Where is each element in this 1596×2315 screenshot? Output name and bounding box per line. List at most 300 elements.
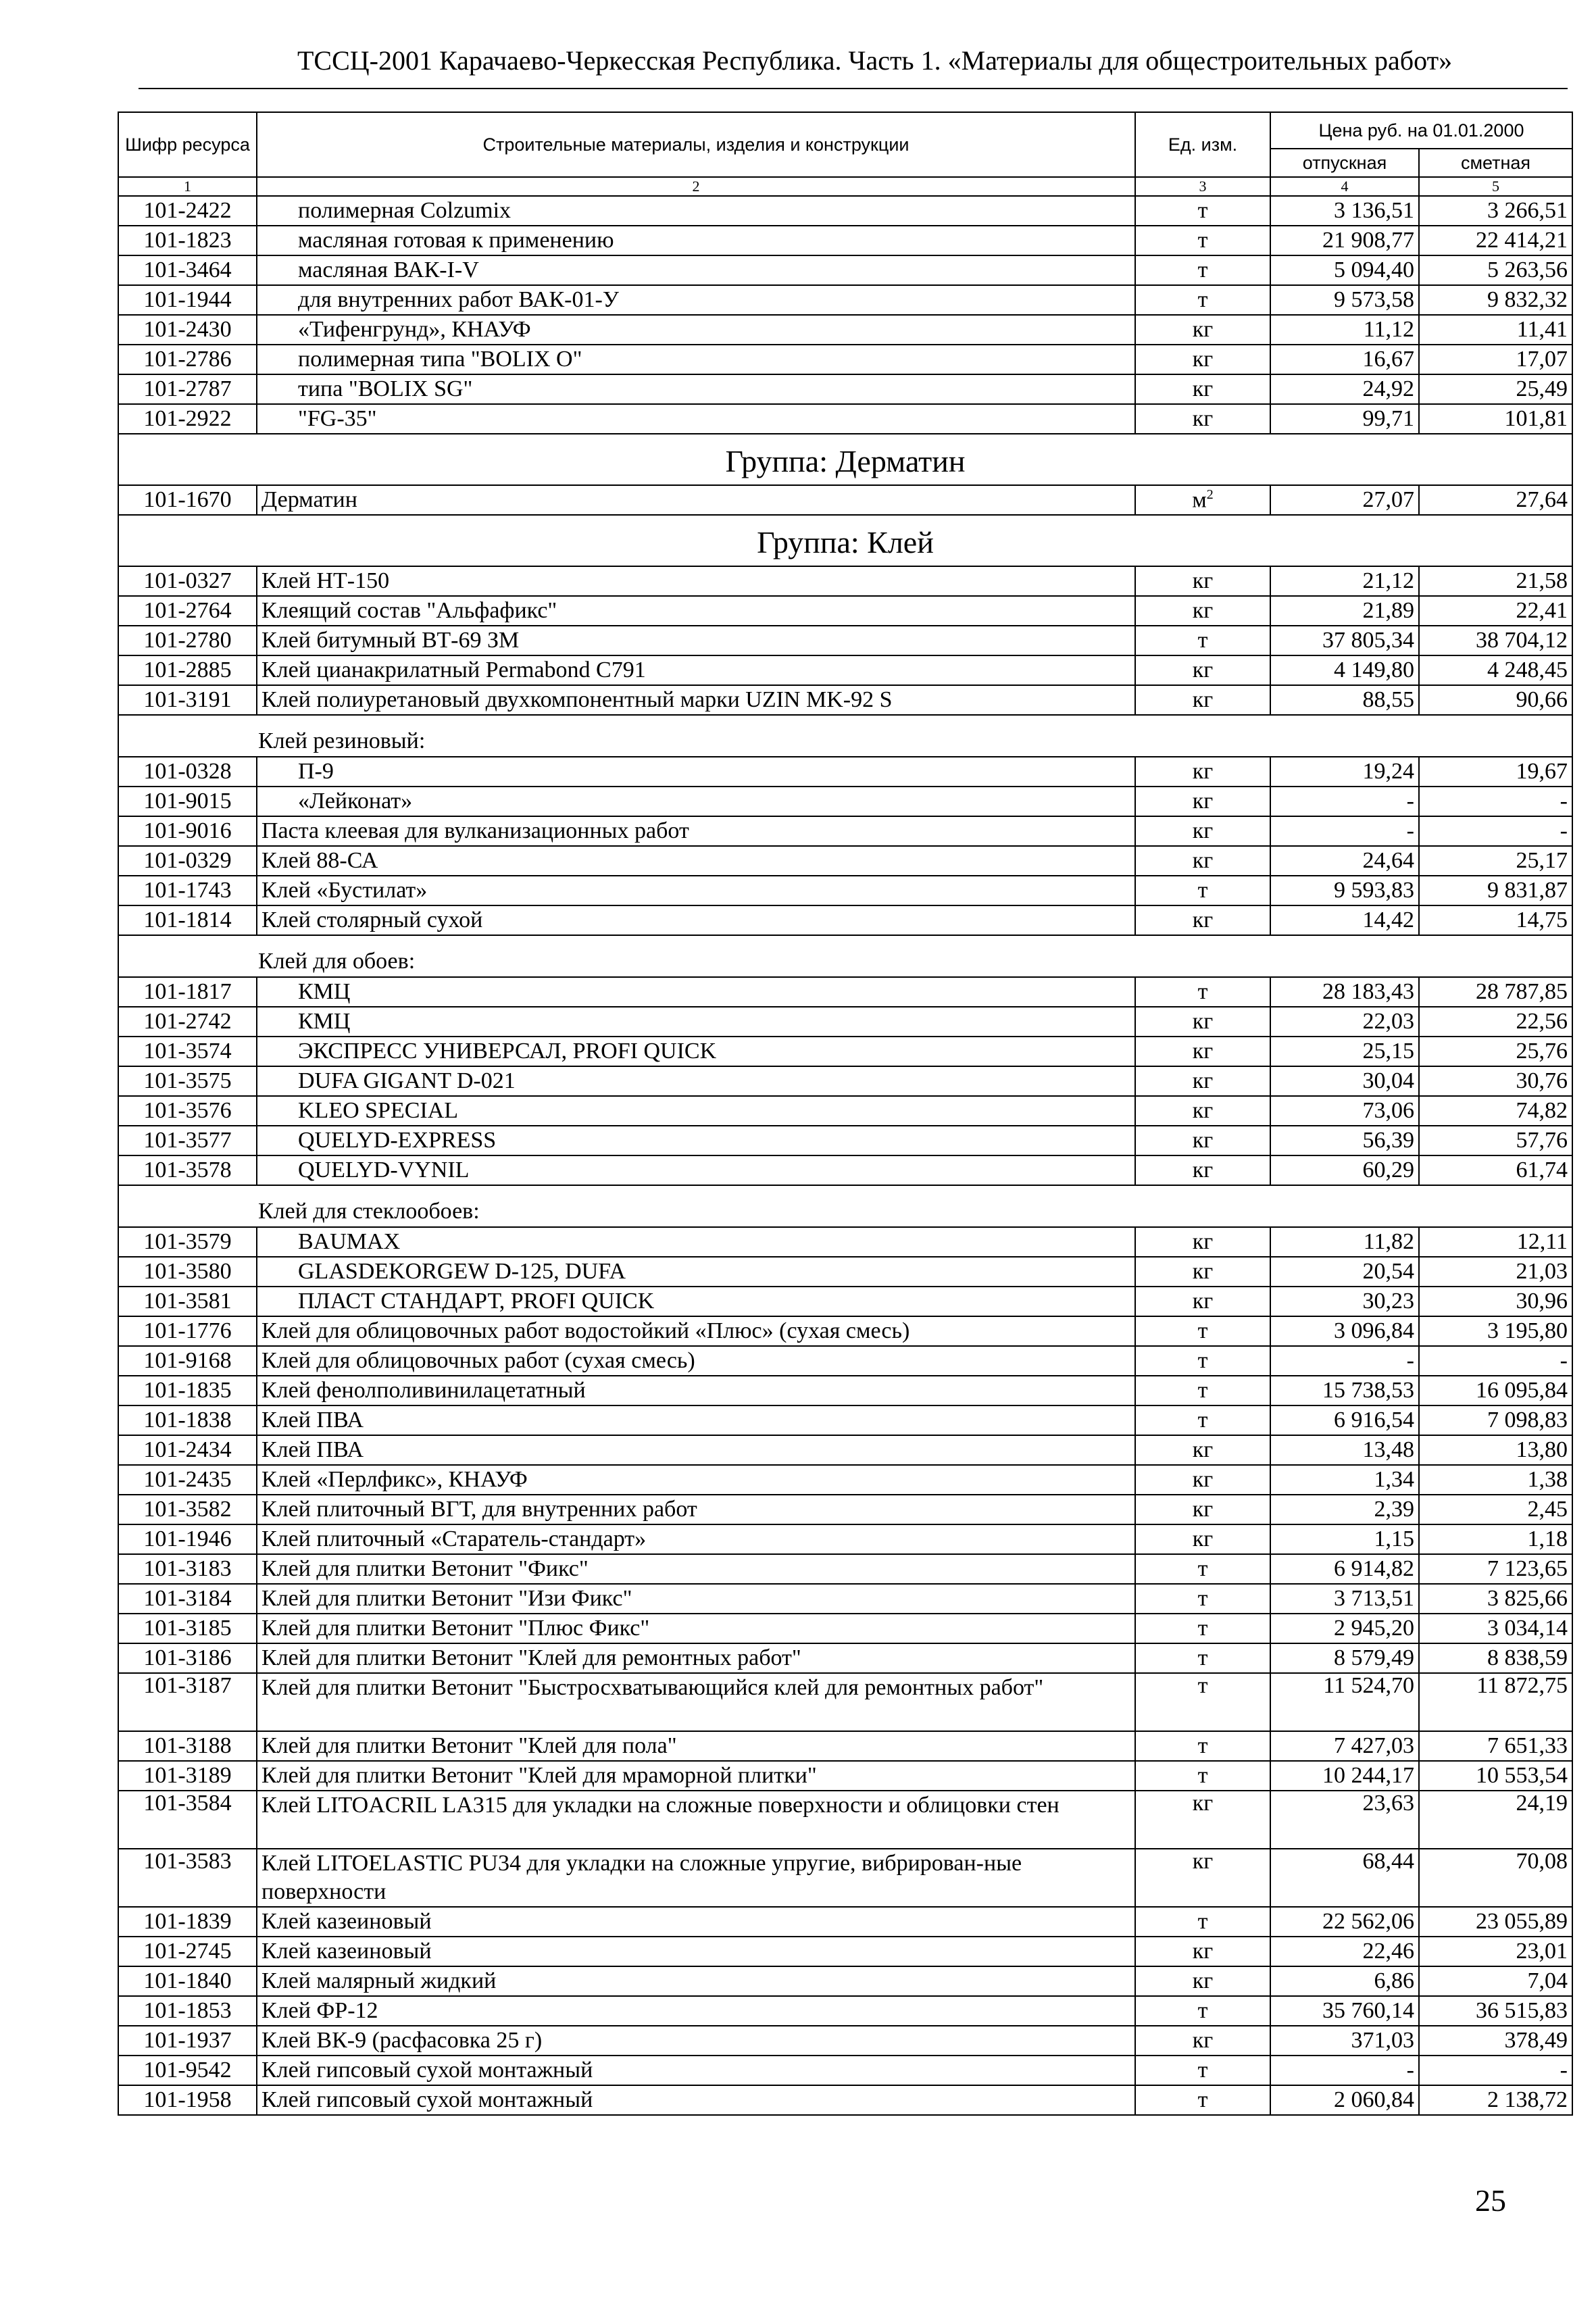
material-name-cell: Клей ВК-9 (расфасовка 25 г) [257, 2026, 1135, 2056]
material-name-cell: Клей для облицовочных работ водостойкий «Плюс» (сухая смесь) [257, 1316, 1135, 1346]
material-name-cell: полимерная типа "BOLIX O" [257, 345, 1135, 374]
material-name-cell: КМЦ [257, 1007, 1135, 1037]
material-name-cell: Клей для плитки Ветонит "Клей для пола" [257, 1731, 1135, 1761]
table-row [118, 1316, 1572, 1346]
resource-code-cell: 101-3187 [118, 1673, 257, 1731]
unit-cell: кг [1135, 816, 1270, 846]
unit-cell: кг [1135, 1066, 1270, 1096]
resource-code-cell: 101-3188 [118, 1731, 257, 1761]
column-number-3: 3 [1135, 177, 1270, 196]
material-name-cell: DUFA GIGANT D-021 [257, 1066, 1135, 1096]
material-name-cell: Клей казеиновый [257, 1907, 1135, 1937]
column-header-release-price: отпускная [1270, 149, 1419, 177]
material-name-cell: ПЛАСТ СТАНДАРТ, PROFI QUICK [257, 1287, 1135, 1316]
estimate-price-cell: 5 263,56 [1419, 255, 1572, 285]
estimate-price-cell: 9 832,32 [1419, 285, 1572, 315]
unit-cell: кг [1135, 315, 1270, 345]
unit-cell: кг [1135, 1037, 1270, 1066]
resource-code-cell: 101-9542 [118, 2056, 257, 2085]
resource-code-cell: 101-0328 [118, 757, 257, 787]
release-price-cell: 3 713,51 [1270, 1584, 1419, 1614]
unit-cell: т [1135, 1907, 1270, 1937]
estimate-price-cell: 24,19 [1419, 1791, 1572, 1849]
unit-cell: т [1135, 226, 1270, 255]
table-row [118, 1761, 1572, 1791]
estimate-price-cell: 3 266,51 [1419, 196, 1572, 226]
release-price-cell: 22,03 [1270, 1007, 1419, 1037]
release-price-cell: 9 593,83 [1270, 876, 1419, 905]
material-name-cell: QUELYD-VYNIL [257, 1155, 1135, 1185]
resource-code-cell: 101-1944 [118, 285, 257, 315]
release-price-cell: 99,71 [1270, 404, 1419, 434]
release-price-cell: 60,29 [1270, 1155, 1419, 1185]
group-heading-row [118, 515, 1572, 566]
unit-cell: т [1135, 255, 1270, 285]
material-name-cell: Клей ФР-12 [257, 1996, 1135, 2026]
resource-code-cell: 101-1958 [118, 2085, 257, 2115]
table-row [118, 285, 1572, 315]
column-header-estimate-price: сметная [1419, 149, 1572, 177]
material-name-cell: Клей фенолполивинилацетатный [257, 1376, 1135, 1405]
release-price-cell: 21 908,77 [1270, 226, 1419, 255]
resource-code-cell: 101-1814 [118, 905, 257, 935]
unit-cell: кг [1135, 685, 1270, 715]
table-row [118, 315, 1572, 345]
release-price-cell: 1,34 [1270, 1465, 1419, 1495]
release-price-cell: 6 916,54 [1270, 1405, 1419, 1435]
release-price-cell: - [1270, 787, 1419, 816]
unit-cell: кг [1135, 345, 1270, 374]
table-row [118, 374, 1572, 404]
estimate-price-cell: - [1419, 816, 1572, 846]
unit-cell: т [1135, 1614, 1270, 1643]
release-price-cell: 1,15 [1270, 1524, 1419, 1554]
estimate-price-cell: 23 055,89 [1419, 1907, 1572, 1937]
unit-cell: кг [1135, 1257, 1270, 1287]
unit-cell: кг [1135, 2026, 1270, 2056]
release-price-cell: 6 914,82 [1270, 1554, 1419, 1584]
estimate-price-cell: 3 825,66 [1419, 1584, 1572, 1614]
estimate-price-cell: 3 034,14 [1419, 1614, 1572, 1643]
estimate-price-cell: 21,58 [1419, 566, 1572, 596]
table-row [118, 1849, 1572, 1907]
resource-code-cell: 101-3579 [118, 1227, 257, 1257]
table-row [118, 1405, 1572, 1435]
release-price-cell: 2,39 [1270, 1495, 1419, 1524]
material-name-cell: для внутренних работ ВАК-01-У [257, 285, 1135, 315]
estimate-price-cell: 30,76 [1419, 1066, 1572, 1096]
estimate-price-cell: 25,17 [1419, 846, 1572, 876]
material-name-cell: Клей плиточный «Старатель-стандарт» [257, 1524, 1135, 1554]
table-row [118, 787, 1572, 816]
table-row [118, 685, 1572, 715]
resource-code-cell: 101-2742 [118, 1007, 257, 1037]
resource-code-cell: 101-9168 [118, 1346, 257, 1376]
unit-cell: кг [1135, 1966, 1270, 1996]
title-underline [139, 88, 1568, 89]
column-header-price: Цена руб. на 01.01.2000 [1270, 112, 1572, 149]
unit-cell: т [1135, 1554, 1270, 1584]
unit-cell: кг [1135, 1096, 1270, 1126]
table-row [118, 196, 1572, 226]
table-row [118, 1614, 1572, 1643]
estimate-price-cell: 11,41 [1419, 315, 1572, 345]
resource-code-cell: 101-3582 [118, 1495, 257, 1524]
material-name-cell: типа "BOLIX SG" [257, 374, 1135, 404]
unit-cell: т [1135, 626, 1270, 655]
table-row [118, 1037, 1572, 1066]
resource-code-cell: 101-2434 [118, 1435, 257, 1465]
resource-code-cell: 101-9015 [118, 787, 257, 816]
table-row [118, 1287, 1572, 1316]
table-row [118, 1376, 1572, 1405]
release-price-cell: 24,64 [1270, 846, 1419, 876]
subgroup-heading: Клей для обоев: [118, 935, 1572, 977]
release-price-cell: 28 183,43 [1270, 977, 1419, 1007]
material-name-cell: Клей для плитки Ветонит "Фикс" [257, 1554, 1135, 1584]
release-price-cell: 22,46 [1270, 1937, 1419, 1966]
estimate-price-cell: 90,66 [1419, 685, 1572, 715]
release-price-cell: 23,63 [1270, 1791, 1419, 1849]
estimate-price-cell: 25,49 [1419, 374, 1572, 404]
column-header-name: Строительные материалы, изделия и конструкции [257, 112, 1135, 177]
unit-cell: кг [1135, 566, 1270, 596]
resource-code-cell: 101-1776 [118, 1316, 257, 1346]
material-name-cell: Клей плиточный ВГТ, для внутренних работ [257, 1495, 1135, 1524]
resource-code-cell: 101-1743 [118, 876, 257, 905]
estimate-price-cell: 23,01 [1419, 1937, 1572, 1966]
resource-code-cell: 101-2745 [118, 1937, 257, 1966]
unit-cell: т [1135, 876, 1270, 905]
release-price-cell: - [1270, 816, 1419, 846]
table-row [118, 1126, 1572, 1155]
resource-code-cell: 101-1835 [118, 1376, 257, 1405]
estimate-price-cell: 2 138,72 [1419, 2085, 1572, 2115]
release-price-cell: 88,55 [1270, 685, 1419, 715]
release-price-cell: 73,06 [1270, 1096, 1419, 1126]
unit-cell: т [1135, 1316, 1270, 1346]
release-price-cell: 30,04 [1270, 1066, 1419, 1096]
estimate-price-cell: 1,38 [1419, 1465, 1572, 1495]
table-row [118, 1465, 1572, 1495]
table-row [118, 757, 1572, 787]
material-name-cell: Клей для плитки Ветонит "Плюс Фикс" [257, 1614, 1135, 1643]
table-row [118, 1524, 1572, 1554]
resource-code-cell: 101-1670 [118, 485, 257, 515]
estimate-price-cell: 7,04 [1419, 1966, 1572, 1996]
estimate-price-cell: 57,76 [1419, 1126, 1572, 1155]
table-row [118, 1996, 1572, 2026]
resource-code-cell: 101-2885 [118, 655, 257, 685]
column-number-2: 2 [257, 177, 1135, 196]
table-row [118, 485, 1572, 515]
estimate-price-cell: 7 098,83 [1419, 1405, 1572, 1435]
release-price-cell: 8 579,49 [1270, 1643, 1419, 1673]
resource-code-cell: 101-3574 [118, 1037, 257, 1066]
estimate-price-cell: 13,80 [1419, 1435, 1572, 1465]
subgroup-heading-row [118, 935, 1572, 977]
estimate-price-cell: 3 195,80 [1419, 1316, 1572, 1346]
table-row [118, 876, 1572, 905]
resource-code-cell: 101-3464 [118, 255, 257, 285]
resource-code-cell: 101-3576 [118, 1096, 257, 1126]
table-row [118, 1495, 1572, 1524]
resource-code-cell: 101-1839 [118, 1907, 257, 1937]
release-price-cell: 37 805,34 [1270, 626, 1419, 655]
unit-cell: кг [1135, 1126, 1270, 1155]
release-price-cell: 24,92 [1270, 374, 1419, 404]
estimate-price-cell: 19,67 [1419, 757, 1572, 787]
material-name-cell: Дерматин [257, 485, 1135, 515]
unit-cell: т [1135, 1673, 1270, 1731]
table-row [118, 1791, 1572, 1849]
release-price-cell: 371,03 [1270, 2026, 1419, 2056]
material-name-cell: Клей для облицовочных работ (сухая смесь) [257, 1346, 1135, 1376]
resource-code-cell: 101-1823 [118, 226, 257, 255]
subgroup-heading-row [118, 1185, 1572, 1227]
release-price-cell: 27,07 [1270, 485, 1419, 515]
table-row [118, 566, 1572, 596]
unit-cell: кг [1135, 787, 1270, 816]
resource-code-cell: 101-3191 [118, 685, 257, 715]
release-price-cell: 19,24 [1270, 757, 1419, 787]
table-row [118, 816, 1572, 846]
group-heading: Группа: Дерматин [118, 434, 1572, 485]
unit-cell: т [1135, 1346, 1270, 1376]
release-price-cell: 16,67 [1270, 345, 1419, 374]
unit-cell: кг [1135, 1937, 1270, 1966]
unit-cell: т [1135, 1761, 1270, 1791]
resource-code-cell: 101-1853 [118, 1996, 257, 2026]
resource-code-cell: 101-3183 [118, 1554, 257, 1584]
release-price-cell: - [1270, 1346, 1419, 1376]
unit-cell: т [1135, 1643, 1270, 1673]
estimate-price-cell: 12,11 [1419, 1227, 1572, 1257]
column-header-unit: Ед. изм. [1135, 112, 1270, 177]
resource-code-cell: 101-1838 [118, 1405, 257, 1435]
resource-code-cell: 101-0329 [118, 846, 257, 876]
estimate-price-cell: 38 704,12 [1419, 626, 1572, 655]
release-price-cell: 11 524,70 [1270, 1673, 1419, 1731]
table-row [118, 1937, 1572, 1966]
material-name-cell: QUELYD-EXPRESS [257, 1126, 1135, 1155]
table-row [118, 1227, 1572, 1257]
table-row [118, 404, 1572, 434]
unit-cell: кг [1135, 374, 1270, 404]
material-name-cell: Клей гипсовый сухой монтажный [257, 2056, 1135, 2085]
column-header-code: Шифр ресурса [118, 112, 257, 177]
table-row [118, 1007, 1572, 1037]
table-row [118, 2056, 1572, 2085]
resource-code-cell: 101-1937 [118, 2026, 257, 2056]
resource-code-cell: 101-3577 [118, 1126, 257, 1155]
unit-cell: т [1135, 2056, 1270, 2085]
release-price-cell: 14,42 [1270, 905, 1419, 935]
resource-code-cell: 101-3580 [118, 1257, 257, 1287]
resource-code-cell: 101-0327 [118, 566, 257, 596]
estimate-price-cell: 27,64 [1419, 485, 1572, 515]
release-price-cell: 4 149,80 [1270, 655, 1419, 685]
material-name-cell: масляная готовая к применению [257, 226, 1135, 255]
material-name-cell: Клей НТ-150 [257, 566, 1135, 596]
table-row [118, 1155, 1572, 1185]
release-price-cell: 21,12 [1270, 566, 1419, 596]
material-name-cell: КМЦ [257, 977, 1135, 1007]
material-name-cell: Клей ПВА [257, 1435, 1135, 1465]
release-price-cell: 9 573,58 [1270, 285, 1419, 315]
resource-code-cell: 101-2780 [118, 626, 257, 655]
estimate-price-cell: - [1419, 1346, 1572, 1376]
subgroup-heading: Клей для стеклообоев: [118, 1185, 1572, 1227]
subgroup-heading: Клей резиновый: [118, 715, 1572, 757]
resource-code-cell: 101-2786 [118, 345, 257, 374]
unit-cell: т [1135, 285, 1270, 315]
material-name-cell: Клей «Перлфикс», КНАУФ [257, 1465, 1135, 1495]
material-name-cell: Клей малярный жидкий [257, 1966, 1135, 1996]
column-number-1: 1 [118, 177, 257, 196]
estimate-price-cell: 22,41 [1419, 596, 1572, 626]
estimate-price-cell: 74,82 [1419, 1096, 1572, 1126]
release-price-cell: 10 244,17 [1270, 1761, 1419, 1791]
release-price-cell: 25,15 [1270, 1037, 1419, 1066]
table-row [118, 596, 1572, 626]
unit-cell: кг [1135, 1287, 1270, 1316]
estimate-price-cell: 378,49 [1419, 2026, 1572, 2056]
material-name-cell: Клей столярный сухой [257, 905, 1135, 935]
estimate-price-cell: 36 515,83 [1419, 1996, 1572, 2026]
release-price-cell: 22 562,06 [1270, 1907, 1419, 1937]
table-row [118, 1066, 1572, 1096]
material-name-cell: Клей для плитки Ветонит "Быстросхватывающийся клей для ремонтных работ" [257, 1673, 1135, 1731]
release-price-cell: 5 094,40 [1270, 255, 1419, 285]
resource-code-cell: 101-1946 [118, 1524, 257, 1554]
page-number: 25 [1475, 2183, 1506, 2218]
table-row [118, 905, 1572, 935]
material-name-cell: Клей полиуретановый двухкомпонентный марки UZIN MK-92 S [257, 685, 1135, 715]
release-price-cell: 6,86 [1270, 1966, 1419, 1996]
estimate-price-cell: 16 095,84 [1419, 1376, 1572, 1405]
table-row [118, 1643, 1572, 1673]
unit-cell: кг [1135, 1007, 1270, 1037]
resource-code-cell: 101-2422 [118, 196, 257, 226]
material-name-cell: Клей LITOACRIL LA315 для укладки на сложные поверхности и облицовки стен [257, 1791, 1135, 1849]
material-name-cell: BAUMAX [257, 1227, 1135, 1257]
resource-code-cell: 101-3575 [118, 1066, 257, 1096]
material-name-cell: Клей LITOELASTIC PU34 для укладки на сложные упругие, вибрирован-ные поверхности [257, 1849, 1135, 1907]
material-name-cell: Клей для плитки Ветонит "Изи Фикс" [257, 1584, 1135, 1614]
release-price-cell: 21,89 [1270, 596, 1419, 626]
resource-code-cell: 101-3185 [118, 1614, 257, 1643]
estimate-price-cell: - [1419, 787, 1572, 816]
unit-cell: кг [1135, 1227, 1270, 1257]
release-price-cell: 15 738,53 [1270, 1376, 1419, 1405]
unit-cell: т [1135, 1584, 1270, 1614]
estimate-price-cell: 7 651,33 [1419, 1731, 1572, 1761]
material-name-cell: Клей битумный ВТ-69 ЗМ [257, 626, 1135, 655]
table-row [118, 2085, 1572, 2115]
material-name-cell: KLEO SPECIAL [257, 1096, 1135, 1126]
unit-cell: т [1135, 977, 1270, 1007]
material-name-cell: "FG-35" [257, 404, 1135, 434]
unit-cell: кг [1135, 1155, 1270, 1185]
release-price-cell: 2 060,84 [1270, 2085, 1419, 2115]
material-name-cell: «Тифенгрунд», КНАУФ [257, 315, 1135, 345]
resource-code-cell: 101-3583 [118, 1849, 257, 1907]
estimate-price-cell: 11 872,75 [1419, 1673, 1572, 1731]
table-body [118, 196, 1572, 2115]
unit-cell: кг [1135, 1524, 1270, 1554]
unit-text: м [1192, 487, 1207, 513]
estimate-price-cell: 30,96 [1419, 1287, 1572, 1316]
subgroup-heading-row [118, 715, 1572, 757]
table-row [118, 977, 1572, 1007]
unit-cell: т [1135, 1376, 1270, 1405]
estimate-price-cell: 7 123,65 [1419, 1554, 1572, 1584]
material-name-cell: масляная ВАК-I-V [257, 255, 1135, 285]
material-name-cell: «Лейконат» [257, 787, 1135, 816]
estimate-price-cell: 1,18 [1419, 1524, 1572, 1554]
materials-price-table [118, 111, 1573, 2116]
release-price-cell: 3 096,84 [1270, 1316, 1419, 1346]
resource-code-cell: 101-3189 [118, 1761, 257, 1791]
unit-cell: кг [1135, 846, 1270, 876]
unit-cell: кг [1135, 1465, 1270, 1495]
estimate-price-cell: 14,75 [1419, 905, 1572, 935]
estimate-price-cell: 9 831,87 [1419, 876, 1572, 905]
unit-cell: кг [1135, 1849, 1270, 1907]
unit-cell: т [1135, 1731, 1270, 1761]
resource-code-cell: 101-3584 [118, 1791, 257, 1849]
material-name-cell: Клеящий состав "Альфафикс" [257, 596, 1135, 626]
material-name-cell: Паста клеевая для вулканизационных работ [257, 816, 1135, 846]
column-number-4: 4 [1270, 177, 1419, 196]
release-price-cell: 20,54 [1270, 1257, 1419, 1287]
resource-code-cell: 101-3578 [118, 1155, 257, 1185]
unit-cell: кг [1135, 1435, 1270, 1465]
table-row [118, 1584, 1572, 1614]
estimate-price-cell: - [1419, 2056, 1572, 2085]
table-row [118, 2026, 1572, 2056]
material-name-cell: Клей казеиновый [257, 1937, 1135, 1966]
table-row [118, 1554, 1572, 1584]
unit-cell: кг [1135, 905, 1270, 935]
resource-code-cell: 101-9016 [118, 816, 257, 846]
unit-cell: т [1135, 1996, 1270, 2026]
estimate-price-cell: 21,03 [1419, 1257, 1572, 1287]
estimate-price-cell: 2,45 [1419, 1495, 1572, 1524]
unit-cell: кг [1135, 596, 1270, 626]
unit-cell: кг [1135, 1791, 1270, 1849]
unit-superscript: 2 [1206, 487, 1214, 502]
table-header [118, 112, 1572, 196]
estimate-price-cell: 28 787,85 [1419, 977, 1572, 1007]
resource-code-cell: 101-1840 [118, 1966, 257, 1996]
unit-cell [1135, 485, 1270, 515]
table-row [118, 226, 1572, 255]
resource-code-cell: 101-2435 [118, 1465, 257, 1495]
estimate-price-cell: 8 838,59 [1419, 1643, 1572, 1673]
resource-code-cell: 101-2430 [118, 315, 257, 345]
material-name-cell: GLASDEKORGEW D-125, DUFA [257, 1257, 1135, 1287]
release-price-cell: 56,39 [1270, 1126, 1419, 1155]
resource-code-cell: 101-1817 [118, 977, 257, 1007]
material-name-cell: Клей 88-СА [257, 846, 1135, 876]
resource-code-cell: 101-3184 [118, 1584, 257, 1614]
table-row [118, 1346, 1572, 1376]
estimate-price-cell: 22,56 [1419, 1007, 1572, 1037]
group-heading: Группа: Клей [118, 515, 1572, 566]
unit-cell: т [1135, 1405, 1270, 1435]
